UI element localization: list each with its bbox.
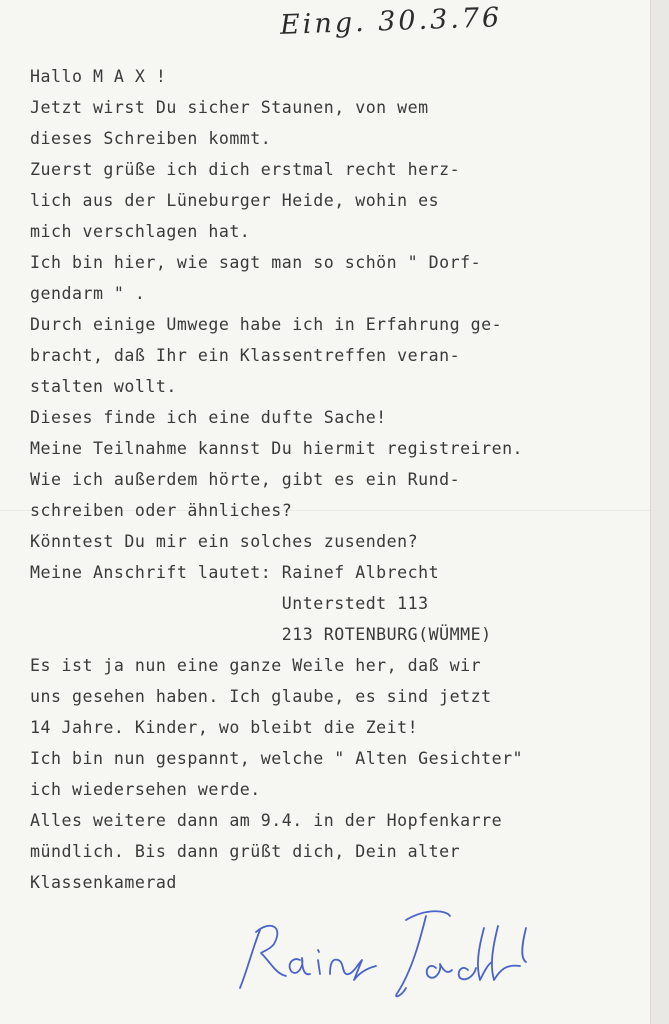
letter-line: gendarm " . <box>30 284 146 303</box>
letter-line: Hallo M A X ! <box>30 67 167 86</box>
letter-line: Ich bin hier, wie sagt man so schön " Dorf- <box>30 253 482 272</box>
letter-line: Ich bin nun gespannt, welche " Alten Gesichter" <box>30 749 524 768</box>
signature <box>230 900 570 1010</box>
letter-line: schreiben oder ähnliches? <box>30 501 293 520</box>
letter-line: Jetzt wirst Du sicher Staunen, von wem <box>30 98 429 117</box>
letter-line: 213 ROTENBURG(WÜMME) <box>30 625 492 644</box>
letter-line: stalten wollt. <box>30 377 177 396</box>
letter-line: mich verschlagen hat. <box>30 222 251 241</box>
letter-line: Dieses finde ich eine dufte Sache! <box>30 408 387 427</box>
letter-line: bracht, daß Ihr ein Klassentreffen veran- <box>30 346 461 365</box>
letter-line: 14 Jahre. Kinder, wo bleibt die Zeit! <box>30 718 419 737</box>
letter-line: Durch einige Umwege habe ich in Erfahrung ge- <box>30 315 503 334</box>
letter-line: Meine Teilnahme kannst Du hiermit registreiren. <box>30 439 524 458</box>
letter-line: Es ist ja nun eine ganze Weile her, daß wir <box>30 656 482 675</box>
letter-line: Unterstedt 113 <box>30 594 429 613</box>
letter-line: Wie ich außerdem hörte, gibt es ein Rund- <box>30 470 461 489</box>
letter-line: Klassenkamerad <box>30 873 177 892</box>
letter-line: dieses Schreiben kommt. <box>30 129 272 148</box>
letter-body <box>30 61 523 898</box>
letter-line: Meine Anschrift lautet: Rainef Albrecht <box>30 563 440 582</box>
letter-line: Könntest Du mir ein solches zusenden? <box>30 532 419 551</box>
letter-line: uns gesehen haben. Ich glaube, es sind jetzt <box>30 687 492 706</box>
letter-line: Alles weitere dann am 9.4. in der Hopfenkarre <box>30 811 503 830</box>
letter-line: mündlich. Bis dann grüßt dich, Dein alter <box>30 842 461 861</box>
letter-line: Zuerst grüße ich dich erstmal recht herz- <box>30 160 461 179</box>
letter-line: lich aus der Lüneburger Heide, wohin es <box>30 191 440 210</box>
received-date-stamp: Eing. 30.3.76 <box>279 2 503 41</box>
letter-line: ich wiedersehen werde. <box>30 780 261 799</box>
